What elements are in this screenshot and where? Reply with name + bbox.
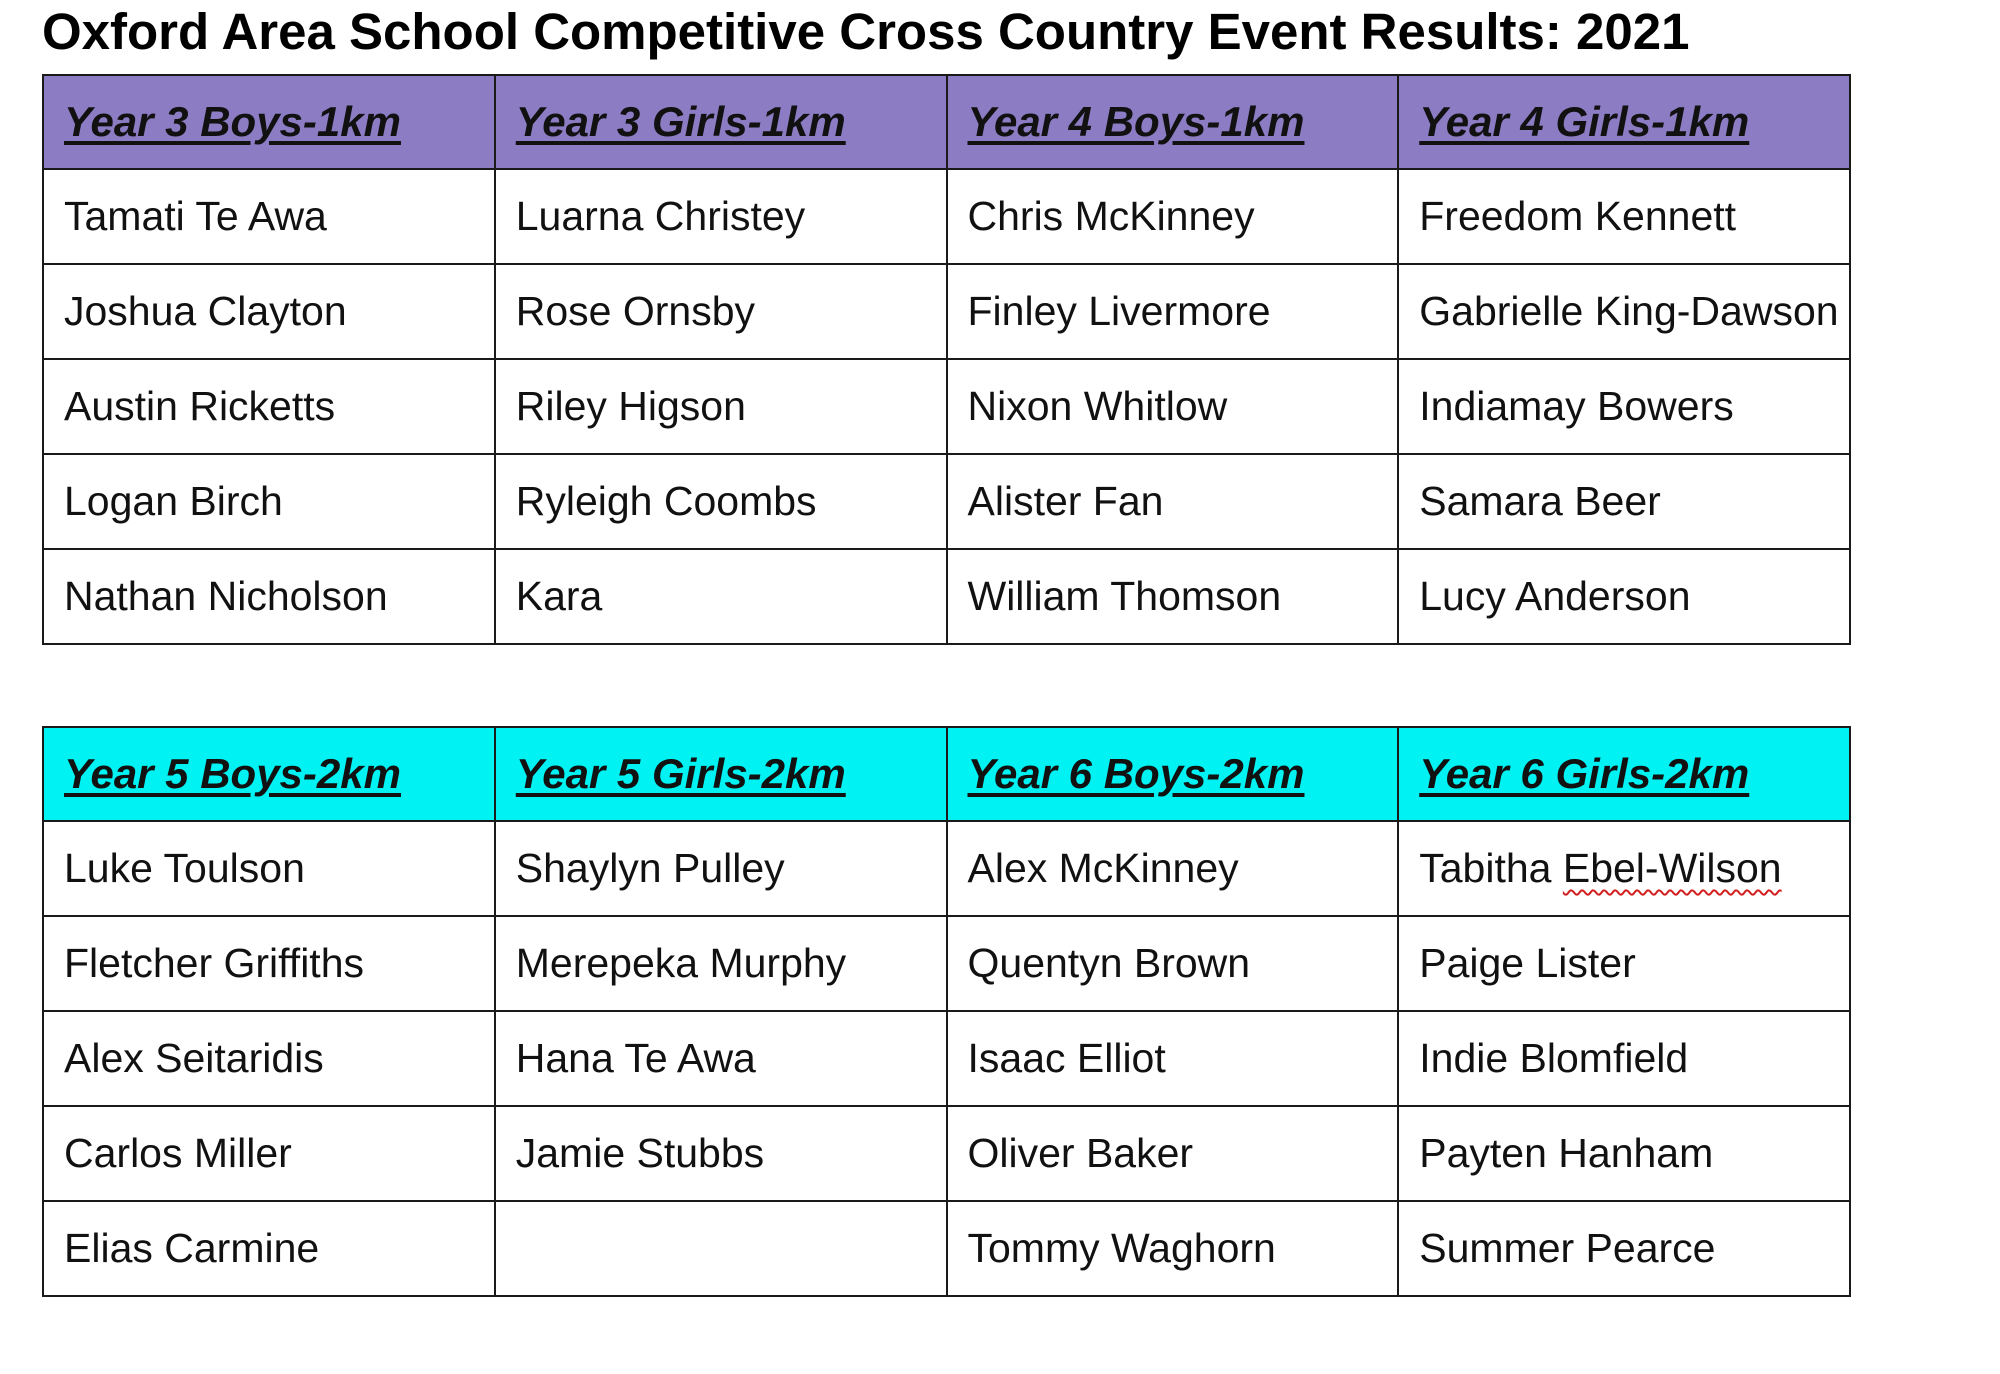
header-year-6-girls: Year 6 Girls-2km: [1398, 727, 1850, 821]
table-row: [43, 916, 1850, 1011]
header-row: [43, 75, 1850, 169]
table-cell: Finley Livermore: [947, 264, 1399, 359]
spellcheck-flagged-word: Ebel-Wilson: [1562, 845, 1782, 891]
table-cell: Rose Ornsby: [495, 264, 947, 359]
table-cell: Gabrielle King-Dawson: [1398, 264, 1850, 359]
table-cell: Ryleigh Coombs: [495, 454, 947, 549]
table-cell: Nathan Nicholson: [43, 549, 495, 644]
table-cell: Nixon Whitlow: [947, 359, 1399, 454]
table-row: [43, 264, 1850, 359]
table-cell: Logan Birch: [43, 454, 495, 549]
results-table-year-3-4: [42, 74, 1851, 645]
header-year-6-boys: Year 6 Boys-2km: [947, 727, 1399, 821]
table-cell: Isaac Elliot: [947, 1011, 1399, 1106]
header-year-3-girls: Year 3 Girls-1km: [495, 75, 947, 169]
table-row: [43, 169, 1850, 264]
name-prefix: Tabitha: [1419, 845, 1563, 891]
table-cell: Alister Fan: [947, 454, 1399, 549]
table-cell: Indiamay Bowers: [1398, 359, 1850, 454]
results-table-year-5-6: [42, 726, 1851, 1297]
header-year-5-girls: Year 5 Girls-2km: [495, 727, 947, 821]
table-cell: Austin Ricketts: [43, 359, 495, 454]
table-cell: Summer Pearce: [1398, 1201, 1850, 1296]
table-row: [43, 1106, 1850, 1201]
table-cell: Riley Higson: [495, 359, 947, 454]
empty-cell: [495, 1201, 947, 1296]
table-cell: Alex McKinney: [947, 821, 1399, 916]
table-cell: Luarna Christey: [495, 169, 947, 264]
table-cell: Fletcher Griffiths: [43, 916, 495, 1011]
table-cell: Elias Carmine: [43, 1201, 495, 1296]
table-cell: Samara Beer: [1398, 454, 1850, 549]
header-year-5-boys: Year 5 Boys-2km: [43, 727, 495, 821]
table-cell: Indie Blomfield: [1398, 1011, 1850, 1106]
table-cell: [1398, 821, 1850, 916]
table-cell: Kara: [495, 549, 947, 644]
table-row: [43, 1201, 1850, 1296]
table-cell: Luke Toulson: [43, 821, 495, 916]
page-title: Oxford Area School Competitive Cross Country Event Results: 2021: [42, 3, 1690, 60]
table-row: [43, 359, 1850, 454]
table-cell: Carlos Miller: [43, 1106, 495, 1201]
table-row: [43, 549, 1850, 644]
header-year-4-girls: Year 4 Girls-1km: [1398, 75, 1850, 169]
table-cell: William Thomson: [947, 549, 1399, 644]
header-year-4-boys: Year 4 Boys-1km: [947, 75, 1399, 169]
table-cell: Freedom Kennett: [1398, 169, 1850, 264]
table-cell: Joshua Clayton: [43, 264, 495, 359]
table-cell: Tommy Waghorn: [947, 1201, 1399, 1296]
table-cell: Chris McKinney: [947, 169, 1399, 264]
table-cell: Lucy Anderson: [1398, 549, 1850, 644]
table-row: [43, 454, 1850, 549]
table-cell: Quentyn Brown: [947, 916, 1399, 1011]
table-cell: Alex Seitaridis: [43, 1011, 495, 1106]
table-cell: Hana Te Awa: [495, 1011, 947, 1106]
table-cell: Jamie Stubbs: [495, 1106, 947, 1201]
table-cell: Merepeka Murphy: [495, 916, 947, 1011]
header-year-3-boys: Year 3 Boys-1km: [43, 75, 495, 169]
table-row: [43, 821, 1850, 916]
table-row: [43, 1011, 1850, 1106]
table-cell: Payten Hanham: [1398, 1106, 1850, 1201]
table-cell: Oliver Baker: [947, 1106, 1399, 1201]
table-cell: Shaylyn Pulley: [495, 821, 947, 916]
table-cell: Tamati Te Awa: [43, 169, 495, 264]
header-row: [43, 727, 1850, 821]
table-cell: Paige Lister: [1398, 916, 1850, 1011]
